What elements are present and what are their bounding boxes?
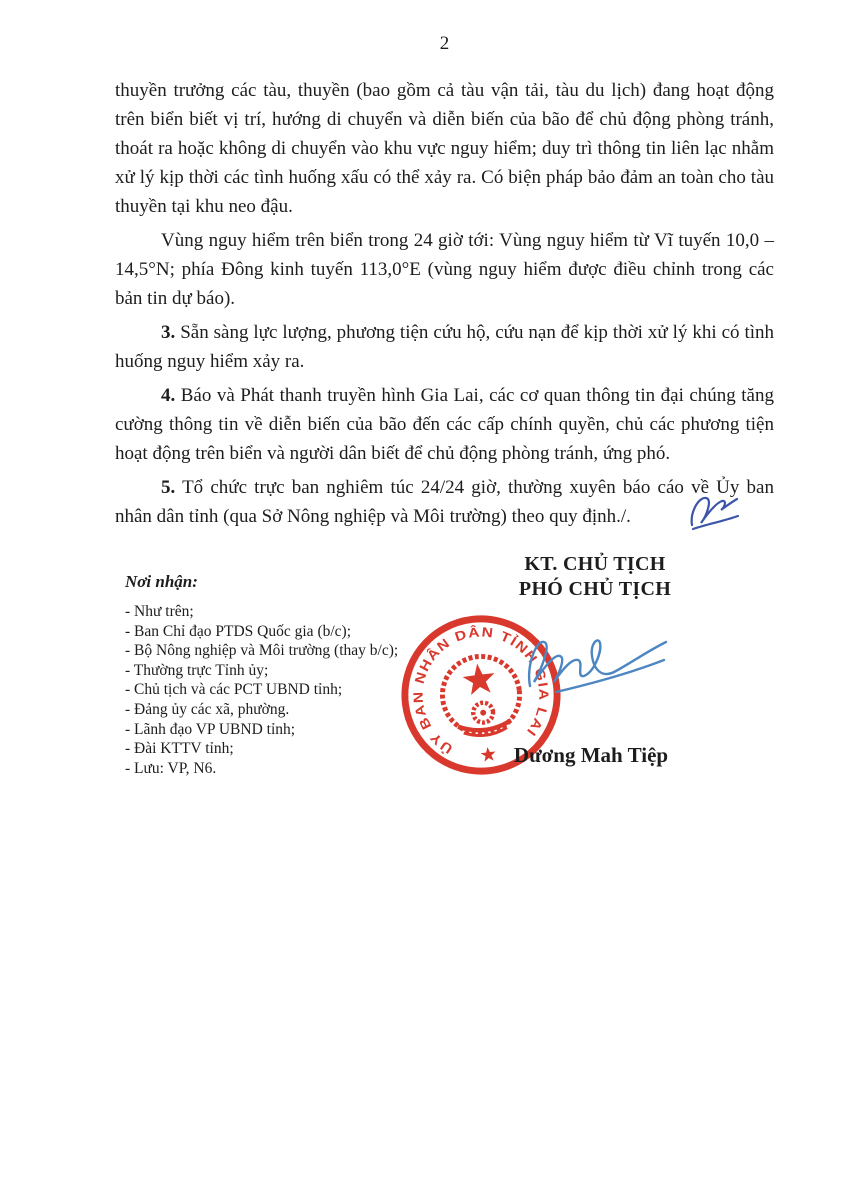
recipient-item: - Đài KTTV tỉnh; (125, 740, 234, 758)
paragraph-4-number: 4. (161, 385, 176, 406)
recipients-block (125, 572, 435, 778)
recipient-item: - Đảng ủy các xã, phường. (125, 700, 290, 718)
signer-title-line2: PHÓ CHỦ TỊCH (518, 578, 672, 600)
paragraph-5 (115, 473, 774, 531)
recipient-item: - Bộ Nông nghiệp và Môi trường (thay b/c); (125, 642, 399, 660)
recipient-item: - Chủ tịch và các PCT UBND tỉnh; (125, 681, 343, 699)
recipient-item: - Lưu: VP, N6. (125, 759, 217, 777)
paragraph-3 (115, 318, 774, 376)
signature-ink-icon (460, 620, 672, 708)
paragraph-5-number: 5. (161, 477, 176, 498)
signer-name: Dương Mah Tiệp (513, 743, 669, 767)
recipient-item: - Lãnh đạo VP UBND tỉnh; (125, 720, 296, 738)
paragraph-3-text: Sẵn sàng lực lượng, phương tiện cứu hộ, cứu nạn để kịp thời xử lý khi có tình huống nguy hiểm xảy ra. (115, 322, 774, 372)
seal-ring-text: ỦY BAN NHÂN DÂN TỈNH GIA LAI (410, 624, 552, 757)
paraph-initials-icon (686, 491, 742, 533)
signer-title-line1: KT. CHỦ TỊCH (524, 553, 666, 575)
recipient-item: - Như trên; (125, 603, 194, 620)
signature-title-block (423, 552, 767, 602)
paragraph-1-text: thuyền trưởng các tàu, thuyền (bao gồm cả tàu vận tải, tàu du lịch) đang hoạt động trên biển biết vị trí, hướng di chuyển và diễn biến của bão để chủ động phòng tránh, thoát ra hoặc không di chuyển vào khu vực nguy hiểm; duy trì thông tin liên lạc nhằm xử lý kịp thời các tình huống xấu có thể xảy ra. Có biện pháp bảo đảm an toàn cho tàu thuyền tại khu neo đậu. (115, 80, 774, 217)
paragraph-4-text: Báo và Phát thanh truyền hình Gia Lai, các cơ quan thông tin đại chúng tăng cường thông tin về diễn biến của bão đến các cấp chính quyền, chủ các phương tiện hoạt động trên biển và người dân biết để chủ động phòng tránh, ứng phó. (115, 385, 774, 464)
recipients-header: Nơi nhận: (125, 572, 198, 591)
recipient-item: - Ban Chỉ đạo PTDS Quốc gia (b/c); (125, 622, 352, 640)
paragraph-2 (115, 226, 774, 313)
recipient-item: - Thường trực Tỉnh ủy; (125, 661, 269, 679)
paragraph-2-text: Vùng nguy hiểm trên biển trong 24 giờ tới: Vùng nguy hiểm từ Vĩ tuyến 10,0 – 14,5°N; phía Đông kinh tuyến 113,0°E (vùng nguy hiểm được điều chỉnh trong các bản tin dự báo). (115, 230, 774, 309)
document-body (115, 76, 774, 536)
paragraph-4 (115, 381, 774, 468)
paragraph-3-number: 3. (161, 322, 176, 343)
paragraph-5-text: Tổ chức trực ban nghiêm túc 24/24 giờ, thường xuyên báo cáo về Ủy ban nhân dân tỉnh (qua Sở Nông nghiệp và Môi trường) theo quy định./. (115, 477, 774, 527)
page-number: 2 (439, 33, 450, 54)
paragraph-1 (115, 76, 774, 221)
